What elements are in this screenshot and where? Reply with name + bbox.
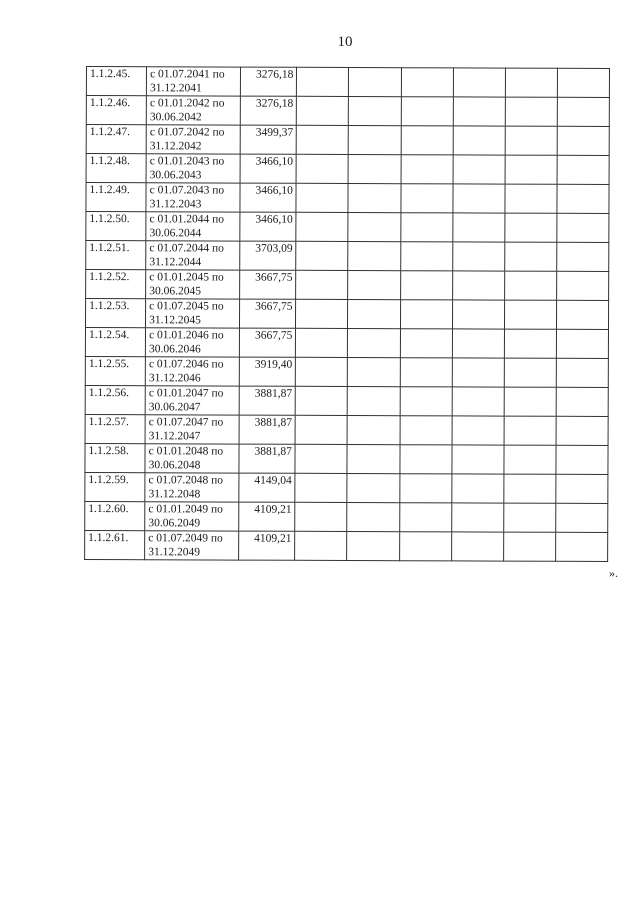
- tariff-value-cell: 3667,75: [240, 299, 296, 328]
- empty-cell: [296, 386, 348, 415]
- period-start-text: с 01.07.2048 по: [148, 474, 224, 487]
- period-end-text: 30.06.2047: [148, 401, 201, 414]
- table-row: [85, 501, 608, 532]
- row-number-cell: 1.1.2.56.: [85, 385, 145, 414]
- tariff-value-cell: 3499,37: [240, 125, 296, 154]
- row-number-cell: 1.1.2.52.: [86, 270, 146, 299]
- period-start-text: с 01.01.2048 по: [148, 445, 224, 458]
- empty-cell: [557, 155, 609, 184]
- empty-cell: [297, 96, 349, 125]
- period-start-text: с 01.07.2041 по: [150, 68, 225, 81]
- empty-cell: [296, 299, 348, 328]
- table-row: [86, 183, 609, 214]
- table-row: [85, 443, 608, 474]
- empty-cell: [349, 97, 401, 126]
- empty-cell: [400, 213, 452, 242]
- period-cell: [145, 502, 239, 531]
- empty-cell: [453, 155, 505, 184]
- empty-cell: [451, 532, 503, 561]
- table-row: [85, 356, 608, 387]
- empty-cell: [348, 329, 400, 358]
- row-number-cell: 1.1.2.53.: [85, 299, 145, 328]
- row-number-cell: 1.1.2.57.: [85, 414, 145, 443]
- empty-cell: [505, 213, 557, 242]
- empty-cell: [452, 242, 504, 271]
- closing-quote-mark: ».: [609, 566, 618, 580]
- empty-cell: [348, 387, 400, 416]
- empty-cell: [504, 445, 556, 474]
- empty-cell: [556, 503, 608, 532]
- empty-cell: [399, 474, 451, 503]
- empty-cell: [348, 416, 400, 445]
- empty-cell: [296, 328, 348, 357]
- row-number-cell: 1.1.2.59.: [85, 472, 145, 501]
- row-number-cell: 1.1.2.61.: [85, 530, 145, 559]
- tariff-value-cell: 3881,87: [239, 415, 295, 444]
- period-cell: [146, 125, 240, 154]
- period-cell: [145, 531, 239, 560]
- table-row: [85, 299, 608, 330]
- empty-cell: [504, 416, 556, 445]
- empty-cell: [400, 271, 452, 300]
- empty-cell: [505, 97, 557, 126]
- empty-cell: [349, 126, 401, 155]
- empty-cell: [348, 271, 400, 300]
- empty-cell: [453, 184, 505, 213]
- empty-cell: [452, 300, 504, 329]
- empty-cell: [297, 67, 349, 96]
- empty-cell: [452, 358, 504, 387]
- empty-cell: [347, 532, 399, 561]
- period-start-text: с 01.07.2044 по: [149, 242, 224, 255]
- empty-cell: [452, 271, 504, 300]
- tariff-value-cell: 3667,75: [240, 328, 296, 357]
- empty-cell: [399, 503, 451, 532]
- empty-cell: [348, 213, 400, 242]
- tariff-value-cell: 3881,87: [239, 386, 295, 415]
- empty-cell: [505, 184, 557, 213]
- table-row: [85, 530, 608, 561]
- period-start-text: с 01.01.2047 по: [148, 387, 224, 400]
- table-row: [86, 125, 609, 156]
- empty-cell: [295, 531, 347, 560]
- empty-cell: [400, 387, 452, 416]
- empty-cell: [451, 474, 503, 503]
- empty-cell: [296, 357, 348, 386]
- empty-cell: [557, 126, 609, 155]
- empty-cell: [348, 300, 400, 329]
- period-end-text: 30.06.2043: [149, 169, 202, 182]
- period-end-text: 30.06.2049: [148, 517, 201, 530]
- empty-cell: [556, 387, 608, 416]
- empty-cell: [296, 154, 348, 183]
- period-end-text: 30.06.2048: [148, 459, 201, 472]
- empty-cell: [453, 126, 505, 155]
- period-cell: [145, 473, 239, 502]
- empty-cell: [557, 97, 609, 126]
- empty-cell: [504, 271, 556, 300]
- empty-cell: [401, 97, 453, 126]
- period-start-text: с 01.01.2042 по: [149, 97, 225, 110]
- table-row: [85, 328, 608, 359]
- period-cell: [145, 357, 239, 386]
- empty-cell: [295, 415, 347, 444]
- empty-cell: [452, 387, 504, 416]
- period-end-text: 30.06.2046: [148, 343, 201, 356]
- empty-cell: [556, 474, 608, 503]
- tariff-value-cell: 3466,10: [240, 183, 296, 212]
- empty-cell: [348, 242, 400, 271]
- empty-cell: [556, 271, 608, 300]
- empty-cell: [451, 503, 503, 532]
- empty-cell: [400, 416, 452, 445]
- period-start-text: с 01.07.2049 по: [148, 532, 223, 545]
- row-number-cell: 1.1.2.45.: [86, 67, 146, 96]
- tariff-value-cell: 3276,18: [241, 67, 297, 96]
- empty-cell: [504, 474, 556, 503]
- tariff-value-cell: 3466,10: [240, 212, 296, 241]
- empty-cell: [401, 155, 453, 184]
- empty-cell: [400, 329, 452, 358]
- period-start-text: с 01.01.2044 по: [149, 213, 225, 226]
- empty-cell: [295, 444, 347, 473]
- tariff-value-cell: 3919,40: [240, 357, 296, 386]
- empty-cell: [453, 97, 505, 126]
- period-start-text: с 01.01.2045 по: [149, 271, 224, 284]
- period-start-text: с 01.07.2047 по: [148, 416, 224, 429]
- empty-cell: [347, 503, 399, 532]
- period-end-text: 30.06.2044: [149, 227, 202, 240]
- empty-cell: [347, 474, 399, 503]
- empty-cell: [504, 387, 556, 416]
- empty-cell: [504, 358, 556, 387]
- row-number-cell: 1.1.2.48.: [86, 154, 146, 183]
- empty-cell: [399, 445, 451, 474]
- empty-cell: [400, 358, 452, 387]
- empty-cell: [556, 358, 608, 387]
- row-number-cell: 1.1.2.51.: [86, 241, 146, 270]
- empty-cell: [297, 125, 349, 154]
- empty-cell: [557, 184, 609, 213]
- empty-cell: [452, 416, 504, 445]
- period-cell: [146, 154, 240, 183]
- empty-cell: [401, 68, 453, 97]
- empty-cell: [503, 503, 555, 532]
- table-row: [86, 212, 609, 243]
- empty-cell: [296, 212, 348, 241]
- tariff-value-cell: 3881,87: [239, 444, 295, 473]
- period-cell: [146, 270, 240, 299]
- period-cell: [145, 386, 239, 415]
- empty-cell: [505, 126, 557, 155]
- empty-cell: [296, 270, 348, 299]
- table-row: [86, 270, 609, 301]
- tariff-value-cell: 4149,04: [239, 473, 295, 502]
- empty-cell: [505, 68, 557, 97]
- empty-cell: [504, 300, 556, 329]
- row-number-cell: 1.1.2.49.: [86, 183, 146, 212]
- empty-cell: [504, 242, 556, 271]
- row-number-cell: 1.1.2.46.: [86, 96, 146, 125]
- period-cell: [145, 444, 239, 473]
- empty-cell: [556, 329, 608, 358]
- table-row: [86, 67, 609, 98]
- period-end-text: 30.06.2045: [149, 285, 202, 298]
- empty-cell: [400, 300, 452, 329]
- period-end-text: 31.12.2047: [148, 430, 201, 443]
- page-number: 10: [337, 34, 353, 50]
- period-start-text: с 01.07.2045 по: [149, 300, 224, 313]
- tariff-value-cell: 3667,75: [240, 270, 296, 299]
- empty-cell: [349, 68, 401, 97]
- period-start-text: с 01.07.2046 по: [148, 358, 224, 371]
- row-number-cell: 1.1.2.47.: [86, 125, 146, 154]
- tariff-table-container: [84, 66, 610, 562]
- period-cell: [146, 96, 240, 125]
- tariff-value-cell: 3276,18: [241, 96, 297, 125]
- empty-cell: [401, 126, 453, 155]
- period-end-text: 31.12.2043: [149, 198, 202, 211]
- row-number-cell: 1.1.2.58.: [85, 443, 145, 472]
- period-start-text: с 01.07.2043 по: [149, 184, 225, 197]
- period-cell: [145, 415, 239, 444]
- tariff-table: [84, 66, 610, 562]
- period-end-text: 31.12.2046: [148, 372, 201, 385]
- period-end-text: 31.12.2045: [149, 314, 201, 327]
- period-end-text: 31.12.2041: [150, 82, 202, 95]
- empty-cell: [295, 502, 347, 531]
- period-end-text: 31.12.2042: [149, 140, 202, 153]
- row-number-cell: 1.1.2.55.: [85, 356, 145, 385]
- period-end-text: 31.12.2049: [148, 546, 201, 559]
- period-cell: [146, 241, 240, 270]
- period-cell: [146, 299, 240, 328]
- empty-cell: [452, 213, 504, 242]
- period-start-text: с 01.07.2042 по: [149, 126, 225, 139]
- empty-cell: [401, 184, 453, 213]
- table-row: [85, 414, 608, 445]
- empty-cell: [295, 473, 347, 502]
- row-number-cell: 1.1.2.60.: [85, 501, 145, 530]
- period-cell: [146, 183, 240, 212]
- empty-cell: [348, 184, 400, 213]
- row-number-cell: 1.1.2.54.: [85, 328, 145, 357]
- period-start-text: с 01.01.2043 по: [149, 155, 225, 168]
- empty-cell: [555, 532, 607, 561]
- tariff-value-cell: 3703,09: [240, 241, 296, 270]
- tariff-value-cell: 4109,21: [239, 531, 295, 560]
- table-row: [86, 241, 609, 272]
- period-cell: [146, 67, 240, 96]
- table-row: [85, 472, 608, 503]
- empty-cell: [452, 445, 504, 474]
- period-end-text: 31.12.2048: [148, 488, 201, 501]
- empty-cell: [556, 300, 608, 329]
- empty-cell: [399, 532, 451, 561]
- period-cell: [145, 328, 239, 357]
- empty-cell: [452, 329, 504, 358]
- row-number-cell: 1.1.2.50.: [86, 212, 146, 241]
- table-row: [85, 385, 608, 416]
- empty-cell: [504, 329, 556, 358]
- empty-cell: [349, 155, 401, 184]
- empty-cell: [400, 242, 452, 271]
- empty-cell: [556, 445, 608, 474]
- empty-cell: [557, 68, 609, 97]
- empty-cell: [503, 532, 555, 561]
- period-cell: [146, 212, 240, 241]
- empty-cell: [348, 358, 400, 387]
- empty-cell: [296, 241, 348, 270]
- empty-cell: [557, 242, 609, 271]
- tariff-value-cell: 3466,10: [240, 154, 296, 183]
- empty-cell: [556, 416, 608, 445]
- empty-cell: [453, 68, 505, 97]
- period-end-text: 31.12.2044: [149, 256, 202, 269]
- period-start-text: с 01.01.2049 по: [148, 503, 223, 516]
- empty-cell: [557, 213, 609, 242]
- table-row: [86, 96, 609, 127]
- tariff-value-cell: 4109,21: [239, 502, 295, 531]
- period-start-text: с 01.01.2046 по: [149, 329, 224, 342]
- empty-cell: [347, 445, 399, 474]
- empty-cell: [505, 155, 557, 184]
- table-body: [85, 67, 610, 562]
- period-end-text: 30.06.2042: [149, 111, 202, 124]
- table-row: [86, 154, 609, 185]
- empty-cell: [296, 183, 348, 212]
